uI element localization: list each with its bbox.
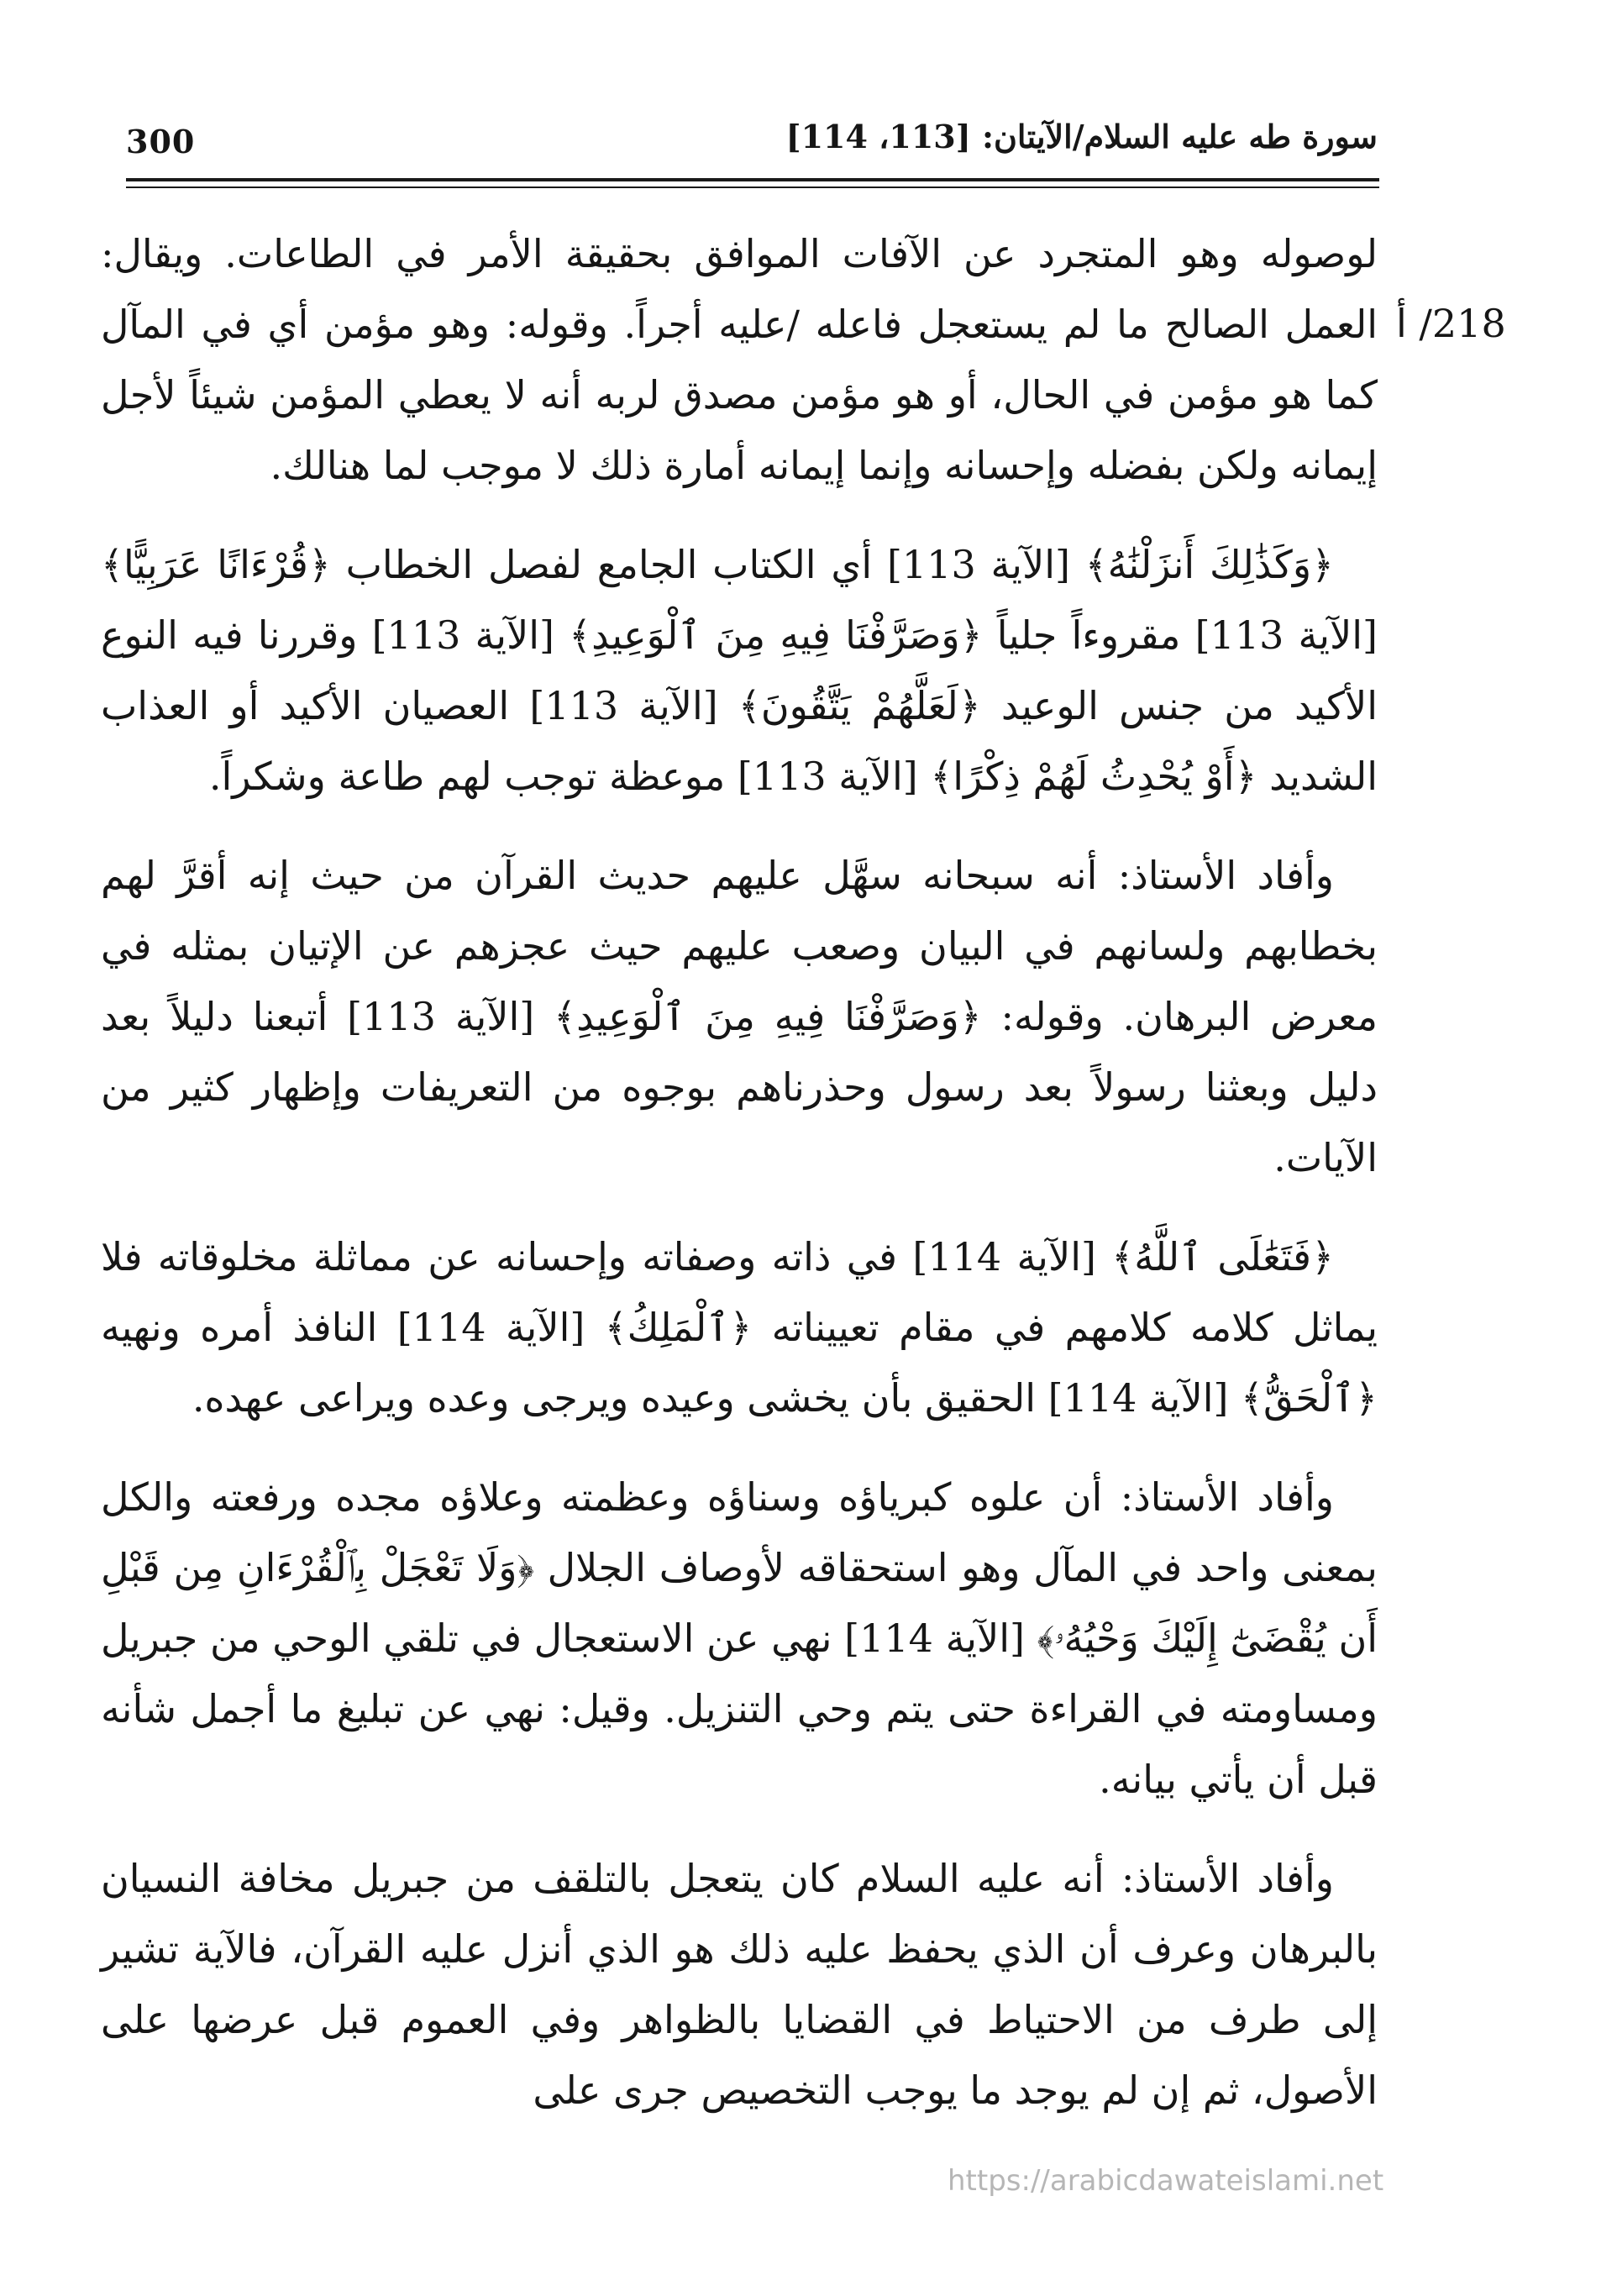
- watermark-url: https://arabicdawateislami.net: [948, 2164, 1384, 2198]
- paragraph: وأفاد الأستاذ: أنه سبحانه سهَّل عليهم حديث القرآن من حيث إنه أقرَّ لهم بخطابهم ولسانهم في البيان وصعب عليهم حيث عجزهم عن الإتيان بمثله في معرض البرهان. وقوله: ﴿وَصَرَّفْنَا فِيهِ مِنَ ٱلْوَعِيدِ﴾ [الآية 113] أتبعنا دليلاً بعد دليل وبعثنا رسولاً بعد رسول وحذرناهم بوجوه من التعريفات وإظهار كثير من الآيات.: [101, 853, 1378, 1180]
- header-rule-thin: [126, 187, 1379, 188]
- paragraph: وأفاد الأستاذ: أن علوه كبرياؤه وسناؤه وعظمته وعلاؤه مجده ورفعته والكل بمعنى واحد في المآل وهو استحقاقه لأوصاف الجلال ﴿وَلَا تَعْجَلْ بِٱلْقُرْءَانِ مِن قَبْلِ أَن يُقْضَىٰٓ إِلَيْكَ وَحْيُهُۥ﴾ [الآية 114] نهي عن الاستعجال في تلقي الوحي من جبريل ومساومته في القراءة حتى يتم وحي التنزيل. وقيل: نهي عن تبليغ ما أجمل شأنه قبل أن يأتي بيانه.: [101, 1474, 1378, 1802]
- page-number: 300: [126, 123, 196, 160]
- paragraph: وأفاد الأستاذ: أنه عليه السلام كان يتعجل بالتلقف من جبريل مخافة النسيان بالبرهان وعرف أن الذي يحفظ عليه ذلك هو الذي أنزل عليه القرآن، فالآية تشير إلى طرف من الاحتياط في القضايا بالظواهر وفي العموم قبل عرضها على الأصول، ثم إن لم يوجد ما يوجب التخصيص جرى على: [101, 1856, 1378, 2113]
- page-header: [126, 118, 1378, 173]
- paragraph: لوصوله وهو المتجرد عن الآفات الموافق بحقيقة الأمر في الطاعات. ويقال: العمل الصالح ما لم يستعجل فاعله /عليه أجراً. وقوله: وهو مؤمن أي في المآل كما هو مؤمن في الحال، أو هو مؤمن مصدق لربه أنه لا يعطي المؤمن شيئاً لأجل إيمانه ولكن بفضله وإحسانه وإنما إيمانه أمارة ذلك لا موجب لما هنالك.: [101, 231, 1378, 488]
- header-rule-thick: [126, 178, 1379, 181]
- running-title: سورة طه عليه السلام/الآيتان: [113، 114]: [785, 118, 1378, 155]
- paragraph: ﴿وَكَذَٰلِكَ أَنزَلْنَٰهُ﴾ [الآية 113] أي الكتاب الجامع لفصل الخطاب ﴿قُرْءَانًا عَرَبِيًّا﴾ [الآية 113] مقروءاً جلياً ﴿وَصَرَّفْنَا فِيهِ مِنَ ٱلْوَعِيدِ﴾ [الآية 113] وقررنا فيه النوع الأكيد من جنس الوعيد ﴿لَعَلَّهُمْ يَتَّقُونَ﴾ [الآية 113] العصيان الأكيد أو العذاب الشديد ﴿أَوْ يُحْدِثُ لَهُمْ ذِكْرًا﴾ [الآية 113] موعظة توجب لهم طاعة وشكراً.: [101, 542, 1378, 799]
- paragraph: ﴿فَتَعَٰلَى ٱللَّهُ﴾ [الآية 114] في ذاته وصفاته وإحسانه عن مماثلة مخلوقاته فلا يماثل كلامه كلامهم في مقام تعييناته ﴿ٱلْمَلِكُ﴾ [الآية 114] النافذ أمره ونهيه ﴿ٱلْحَقُّ﴾ [الآية 114] الحقيق بأن يخشى وعيده ويرجى وعده ويراعى عهده.: [101, 1234, 1378, 1421]
- manuscript-folio-note: 218/ أ: [1396, 301, 1506, 346]
- body-text: [101, 218, 1378, 2154]
